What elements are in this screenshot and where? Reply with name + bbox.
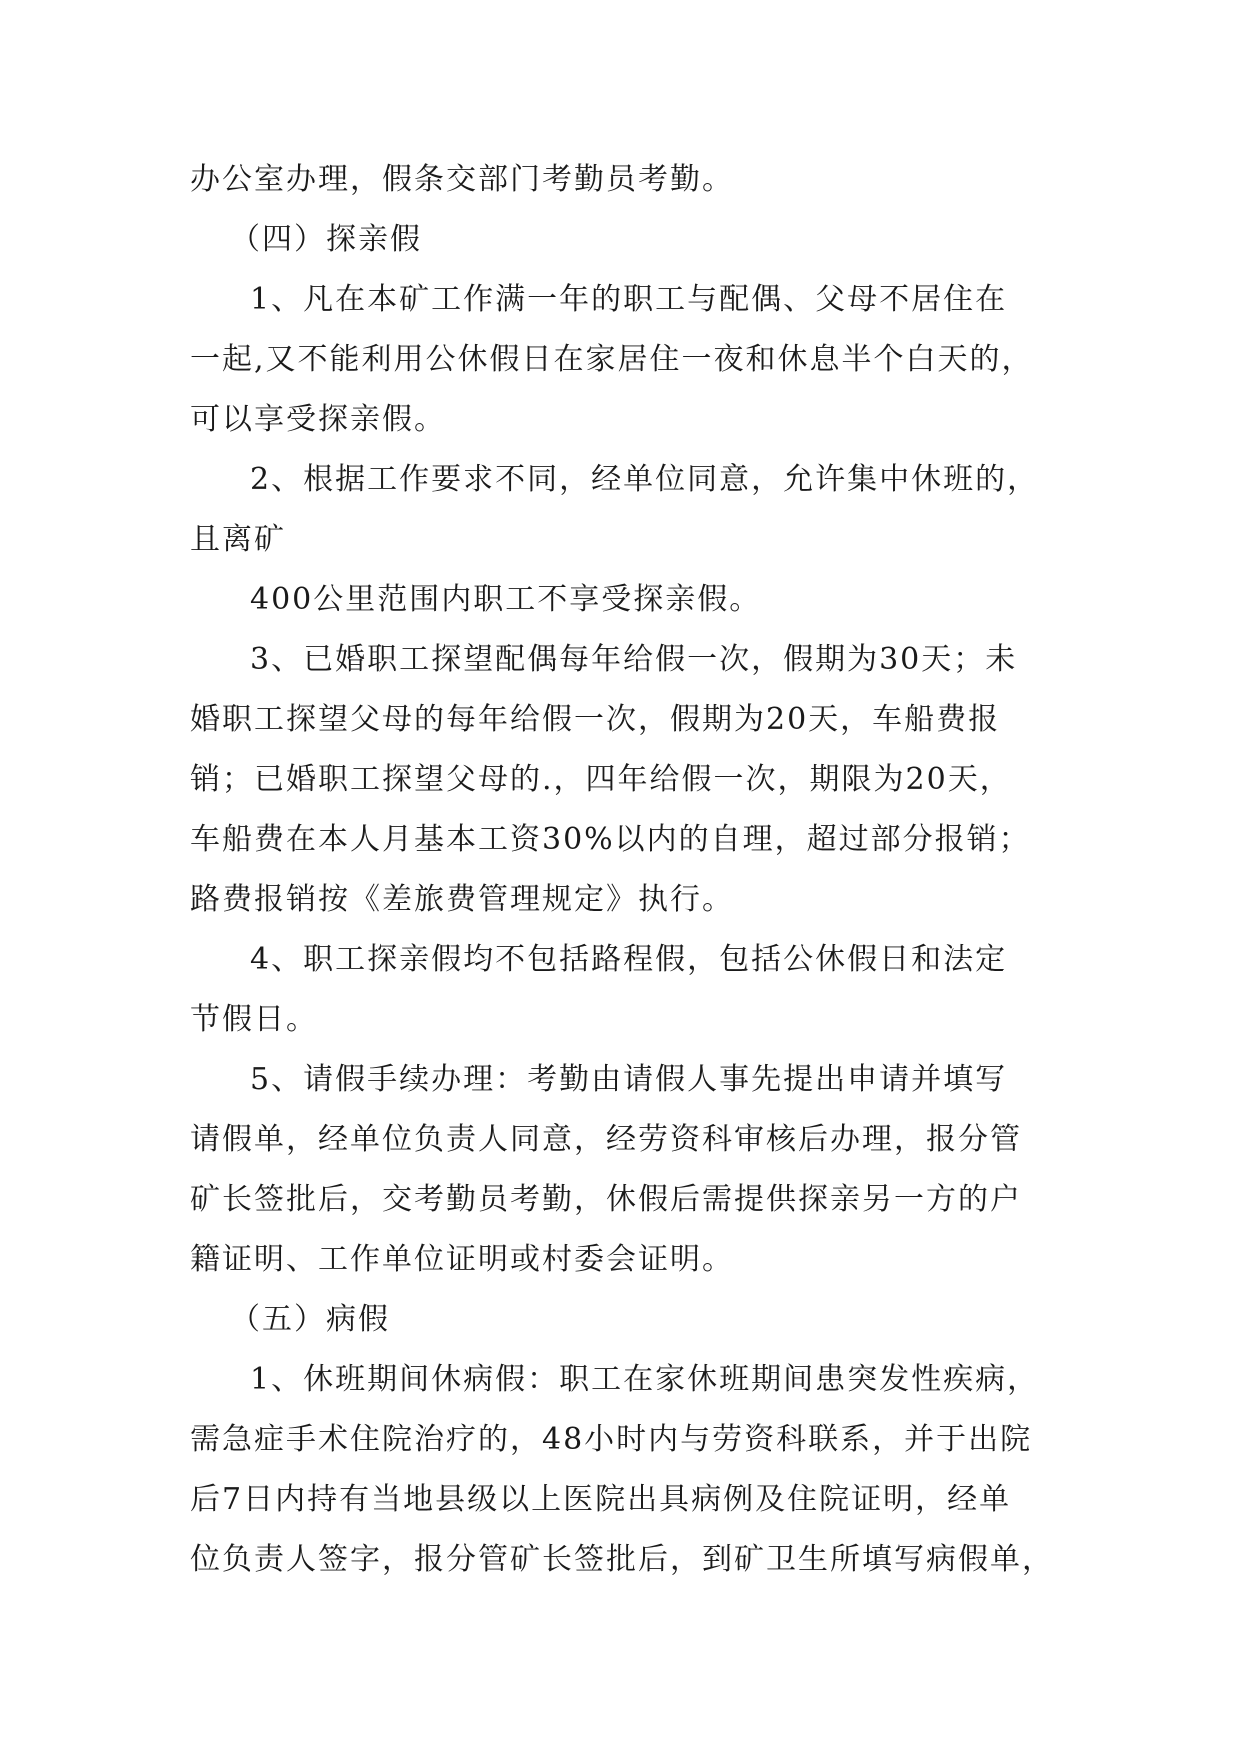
text-line: 可以享受探亲假。 (190, 402, 446, 437)
text-line: 矿长签批后，交考勤员考勤，休假后需提供探亲另一方的户 (190, 1182, 1022, 1217)
text-line: 位负责人签字，报分管矿长签批后，到矿卫生所填写病假单， (190, 1542, 1054, 1577)
text-line: 籍证明、工作单位证明或村委会证明。 (190, 1242, 734, 1277)
text-line: 请假单，经单位负责人同意，经劳资科审核后办理，报分管 (190, 1122, 1022, 1157)
text-line: 路费报销按《差旅费管理规定》执行。 (190, 882, 734, 917)
text-line: 后7日内持有当地县级以上医院出具病例及住院证明，经单 (190, 1482, 1012, 1517)
text-line: 节假日。 (190, 1002, 318, 1037)
text-line: 2、根据工作要求不同，经单位同意，允许集中休班的， (250, 462, 1040, 497)
text-line: 车船费在本人月基本工资30%以内的自理，超过部分报销； (190, 822, 1031, 857)
text-line: 5、请假手续办理：考勤由请假人事先提出申请并填写 (250, 1062, 1008, 1097)
text-line: 4、职工探亲假均不包括路程假，包括公休假日和法定 (250, 942, 1008, 977)
section-heading-home-leave: （四）探亲假 (230, 222, 422, 257)
text-line: 需急症手术住院治疗的，48小时内与劳资科联系，并于出院 (190, 1422, 1033, 1457)
section-heading-sick-leave: （五）病假 (230, 1302, 390, 1337)
text-line: 办公室办理，假条交部门考勤员考勤。 (190, 162, 734, 197)
text-line: 3、已婚职工探望配偶每年给假一次，假期为30天；未 (250, 642, 1018, 677)
text-line: 1、休班期间休病假：职工在家休班期间患突发性疾病， (250, 1362, 1040, 1397)
text-line: 且离矿 (190, 522, 286, 557)
document-page (190, 150, 1060, 1590)
text-line: 400公里范围内职工不享受探亲假。 (250, 582, 762, 617)
text-line: 1、凡在本矿工作满一年的职工与配偶、父母不居住在 (250, 282, 1008, 317)
text-line: 婚职工探望父母的每年给假一次，假期为20天，车船费报 (190, 702, 1001, 737)
text-line: 销；已婚职工探望父母的.，四年给假一次，期限为20天， (190, 762, 1012, 797)
text-line: 一起,又不能利用公休假日在家居住一夜和休息半个白天的， (190, 342, 1034, 377)
